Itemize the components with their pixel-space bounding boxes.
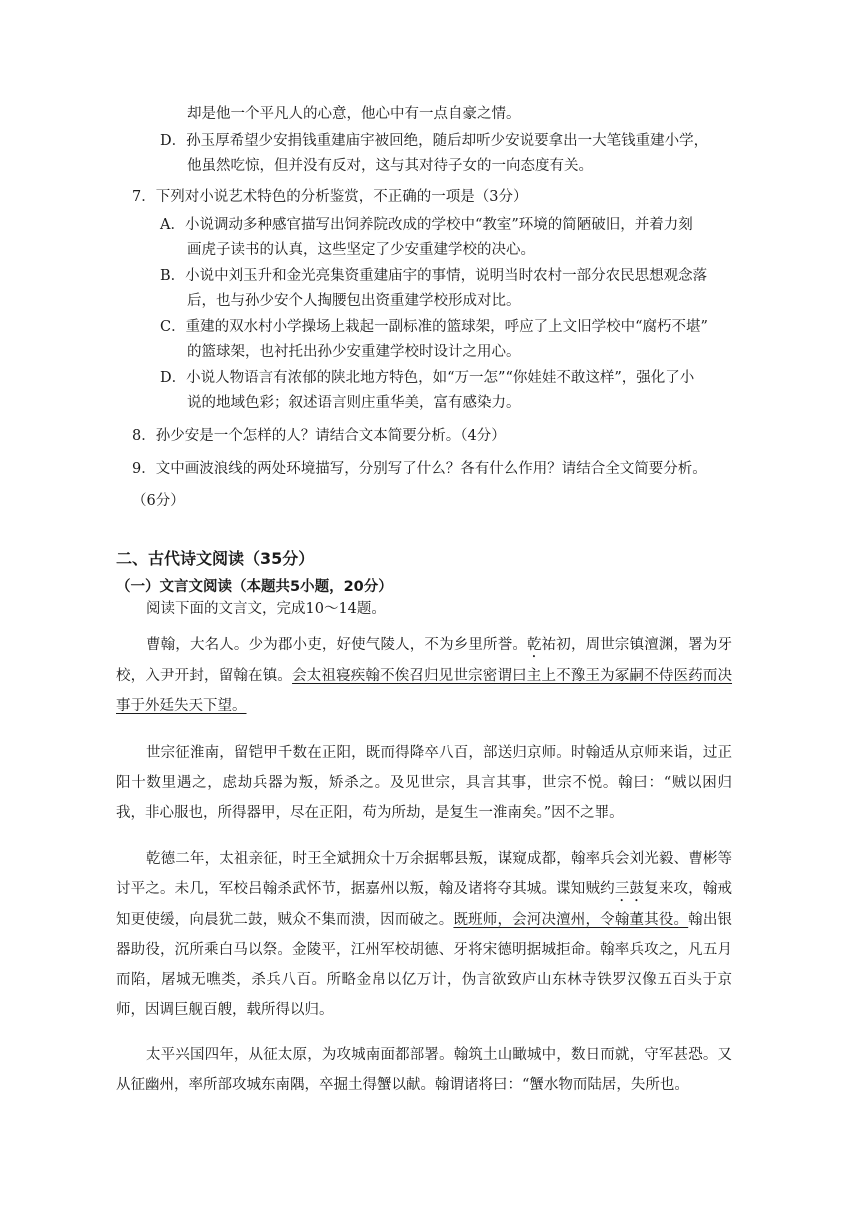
- q9-stem-line1: 9．文中画波浪线的两处环境描写，分别写了什么？各有什么作用？请结合全文简要分析。: [132, 461, 707, 477]
- q7-option-d-line1: D．小说人物语言有浓郁的陕北地方特色，如“万一怎”“你娃娃不敢这样”，强化了小: [160, 370, 695, 386]
- q8-stem: 8．孙少安是一个怎样的人？请结合文本简要分析。（4分）: [132, 428, 506, 444]
- q7-option-c-line1: C．重建的双水村小学操场上栽起一副标准的篮球架，呼应了上文旧学校中“腐朽不堪”: [160, 319, 708, 335]
- emphasis-dot-qian: 乾: [527, 637, 542, 653]
- q7-stem: 7．下列对小说艺术特色的分析鉴赏，不正确的一项是（3分）: [132, 189, 528, 205]
- q7-option-a-line1: A．小说调动多种感官描写出饲养院改成的学校中“教室”环境的简陋破旧，并着力刻: [160, 217, 693, 233]
- emphasis-dot-sangu: 三鼓: [614, 881, 645, 897]
- q7-option-c-line2: 的篮球架，也衬托出孙少安重建学校时设计之用心。: [187, 344, 521, 360]
- subsection-1-title: （一）文言文阅读（本题共5小题，20分）: [116, 579, 393, 595]
- passage-paragraph-4: 太平兴国四年，从征太原，为攻城南面都部署。翰筑土山瞰城中，数日而就，守军甚恐。又从征幽州，率所部攻城东南隅，卒掘土得蟹以献。翰谓诸将曰：“蟹水物而陆居，失所也。: [116, 1047, 732, 1093]
- q7-option-b-line1: B．小说中刘玉升和金光亮集资重建庙宇的事情，说明当时农村一部分农民思想观念落: [160, 268, 708, 284]
- q7-option-b-line2: 后，也与孙少安个人掏腰包出资重建学校形成对比。: [187, 293, 521, 309]
- q6-option-d-line1: D．孙玉厚希望少安捐钱重建庙宇被回绝，随后却听少安说要拿出一大笔钱重建小学，: [160, 133, 709, 149]
- q9-stem-line2: （6分）: [132, 493, 185, 509]
- underlined-sentence-2: 既班师，会河决澶州，令翰董其役。: [453, 912, 689, 928]
- q7-option-a-line2: 画虎子读书的认真，这些坚定了少安重建学校的决心。: [187, 242, 535, 258]
- underlined-sentence-1: 会太祖寝疾翰不俟召归见世宗密谓曰主上不豫王为冢嗣不侍医药而决事于外廷失天下望。: [116, 668, 733, 714]
- passage-paragraph-1: 曹翰，大名人。少为郡小吏，好使气陵人，不为乡里所誉。乾祐初，周世宗镇澶渊，署为牙校，入尹开封，留翰在镇。会太祖寝疾翰不俟召归见世宗密谓曰主上不豫王为冢嗣不侍医药而决事于外廷失天下望。: [116, 637, 733, 714]
- passage-intro: 阅读下面的文言文，完成10～14题。: [146, 601, 386, 617]
- q7-option-d-line2: 说的地域色彩；叙述语言则庄重华美，富有感染力。: [187, 395, 521, 411]
- passage-paragraph-3: 乾德二年，太祖亲征，时王全斌拥众十万余据郫县叛，谋窥成都，翰率兵会刘光毅、曹彬等讨平之。未几，军校吕翰杀武怀节，据嘉州以叛，翰及诸将夺其城。谍知贼约三鼓复来攻，翰戒知更使缓，向晨犹二鼓，贼众不集而溃，因而破之。既班师，会河决澶州，令翰董其役。翰出银器助役，沉所乘白马以祭。金陵平，江州军校胡德、牙将宋德明据城拒命。翰率兵攻之，凡五月而陷，屠城无噍类，杀兵八百。所略金帛以亿万计，伪言欲致庐山东林寺铁罗汉像五百头于京师，因调巨舰百艘，载所得以归。: [116, 851, 733, 1018]
- q6-option-d-line2: 他虽然吃惊，但并没有反对，这与其对待子女的一向态度有关。: [187, 158, 593, 174]
- section-2-title: 二、古代诗文阅读（35分）: [116, 549, 315, 568]
- q6-tail-line: 却是他一个平凡人的心意，他心中有一点自豪之情。: [187, 106, 521, 122]
- passage-paragraph-2: 世宗征淮南，留铠甲千数在正阳，既而得降卒八百，部送归京师。时翰适从京师来诣，过正阳十数里遇之，虑劫兵器为叛，矫杀之。及见世宗，具言其事，世宗不悦。翰曰：“贼以困归我，非心服也，所得器甲，尽在正阳，苟为所劫，是复生一淮南矣。”因不之罪。: [116, 745, 732, 821]
